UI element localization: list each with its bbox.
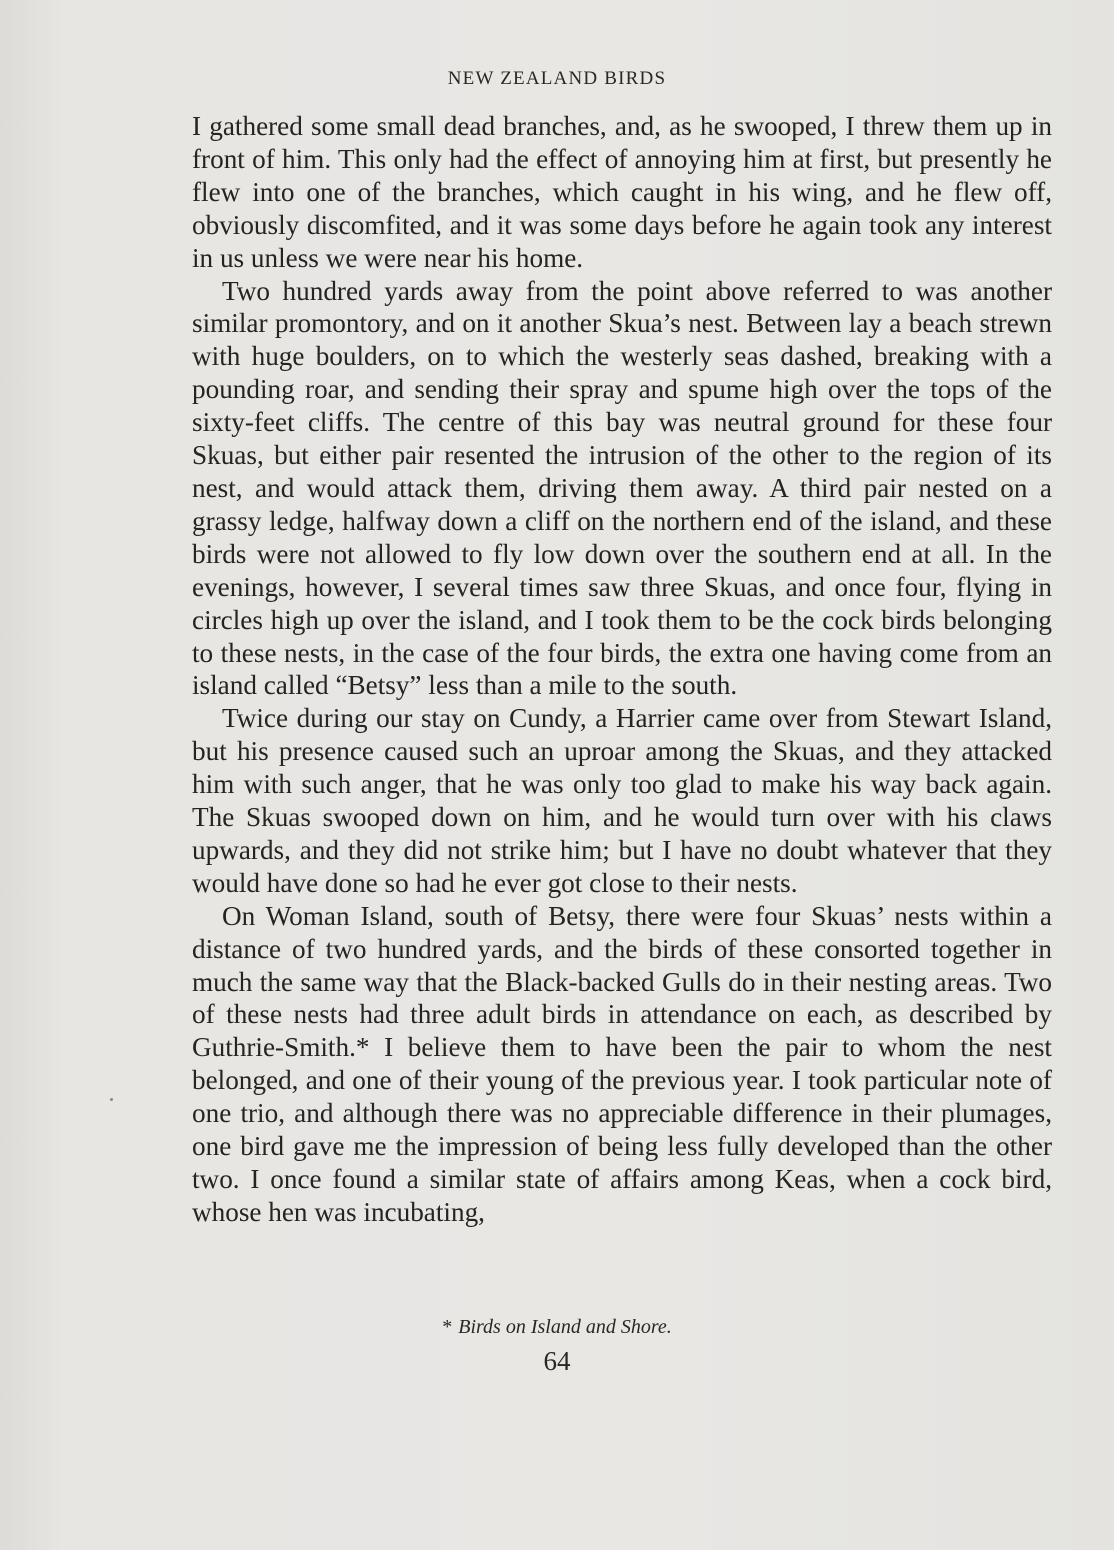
paragraph: I gathered some small dead branches, and, as he swooped, I threw them up in front of him. This only had the effect of annoying him at first, but presently he flew into one of the branches, which caught in his wing, and he flew off, obviously discomfited, and it was some days before he again took any interest in us unless we were near his home. (192, 111, 1052, 273)
running-header: NEW ZEALAND BIRDS (447, 68, 667, 89)
footnote-text: Birds on Island and Shore. (458, 1316, 672, 1338)
paragraph: On Woman Island, south of Betsy, there were four Skuas’ nests within a distance of two hundred yards, and the birds of these consorted together in much the same way that the Black-backed Gulls do in their nesting areas. Two of these nests had three adult birds in attendance on each, as described by Guthrie-Smith.* I believe them to have been the pair to whom the nest belonged, and one of their young of the previous year. I took particular note of one trio, and although there was no appreciable difference in their plumages, one bird gave me the impression of being less fully developed than the other two. I once found a similar state of affairs among Keas, when a cock bird, whose hen was incubating, (192, 900, 1052, 1227)
paragraph: Twice during our stay on Cundy, a Harrier came over from Stewart Island, but his presence caused such an uproar among the Skuas, and they attacked him with such anger, that he was only too glad to make his way back again. The Skuas swooped down on him, and he would turn over with his claws upwards, and they did not strike him; but I have no doubt whatever that they would have done so had he ever got close to their nests. (192, 703, 1052, 898)
paragraph: Two hundred yards away from the point above referred to was another similar promontory, and on it another Skua’s nest. Between lay a beach strewn with huge boulders, on to which the westerly seas dashed, breaking with a pounding roar, and sending their spray and spume high over the tops of the sixty-feet cliffs. The centre of this bay was neutral ground for these four Skuas, but either pair resented the intrusion of the other to the region of its nest, and would attack them, driving them away. A third pair nested on a grassy ledge, halfway down a cliff on the northern end of the island, and these birds were not allowed to fly low down over the southern end at all. In the evenings, however, I several times saw three Skuas, and once four, flying in circles high up over the island, and I took them to be the cock birds belonging to these nests, in the case of the four birds, the extra one having come from an island called “Betsy” less than a mile to the south. (192, 275, 1052, 701)
footnote-marker: * (442, 1316, 453, 1338)
page-number: 64 (543, 1346, 571, 1376)
body-text (192, 110, 1052, 1229)
paper-speck (110, 1098, 113, 1101)
footnote (0, 1316, 1114, 1339)
